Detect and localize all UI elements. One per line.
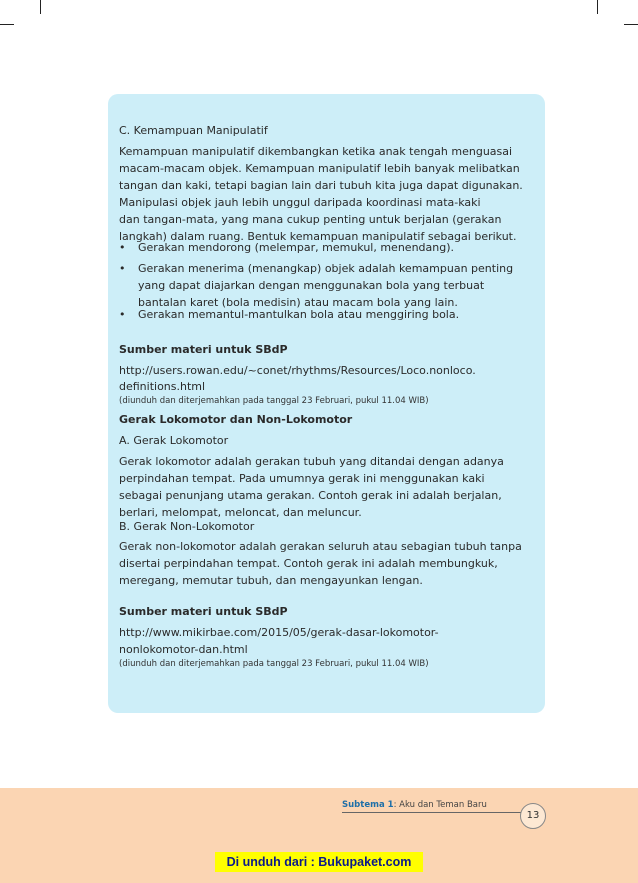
bullet-text: Gerakan mendorong (melempar, memukul, menendang). <box>138 241 455 254</box>
paragraph-line: Kemampuan manipulatif dikembangkan ketika anak tengah menguasai <box>119 145 513 158</box>
footer-rule <box>342 812 522 813</box>
paragraph-line: perpindahan tempat. Pada umumnya gerak ini menggunakan kaki <box>119 472 485 485</box>
paragraph-line: Gerak non-lokomotor adalah gerakan seluruh atau sebagian tubuh tanpa <box>119 540 522 553</box>
heading-gerak-non-lokomotor: B. Gerak Non-Lokomotor <box>119 520 255 533</box>
page-number: 13 <box>520 803 546 829</box>
source-heading: Sumber materi untuk SBdP <box>119 605 288 618</box>
paragraph-line: berlari, melompat, meloncat, dan meluncur. <box>119 506 362 519</box>
crop-mark <box>624 24 638 25</box>
source-note: (diunduh dan diterjemahkan pada tanggal 23 Februari, pukul 11.04 WIB) <box>119 659 429 669</box>
paragraph-line: Gerak lokomotor adalah gerakan tubuh yang ditandai dengan adanya <box>119 455 504 468</box>
paragraph-line: macam-macam objek. Kemampuan manipulatif lebih banyak melibatkan <box>119 162 520 175</box>
paragraph-line: tangan dan kaki, tetapi bagian lain dari tubuh kita juga dapat digunakan. <box>119 179 523 192</box>
subtema-label: Subtema 1 <box>342 800 394 810</box>
heading-kemampuan-manipulatif: C. Kemampuan Manipulatif <box>119 124 268 137</box>
source-url: http://www.mikirbae.com/2015/05/gerak-dasar-lokomotor- <box>119 626 439 639</box>
section-title: Gerak Lokomotor dan Non-Lokomotor <box>119 413 353 426</box>
source-url: http://users.rowan.edu/~conet/rhythms/Resources/Loco.nonloco. <box>119 364 476 377</box>
source-url: nonlokomotor-dan.html <box>119 643 248 656</box>
bullet-marker: • <box>119 308 126 321</box>
crop-mark <box>40 0 41 14</box>
crop-mark <box>597 0 598 14</box>
heading-gerak-lokomotor: A. Gerak Lokomotor <box>119 434 229 447</box>
source-note: (diunduh dan diterjemahkan pada tanggal 23 Februari, pukul 11.04 WIB) <box>119 396 429 406</box>
paragraph-line: dan tangan-mata, yang mana cukup penting untuk berjalan (gerakan <box>119 213 502 226</box>
paragraph-line: disertai perpindahan tempat. Contoh gerak ini adalah membungkuk, <box>119 557 498 570</box>
paragraph-line: meregang, memutar tubuh, dan mengayunkan lengan. <box>119 574 423 587</box>
bullet-marker: • <box>119 241 126 254</box>
crop-mark <box>0 24 14 25</box>
subtema-caption <box>342 800 487 810</box>
bullet-text: Gerakan memantul-mantulkan bola atau menggiring bola. <box>138 308 460 321</box>
bullet-marker: • <box>119 262 126 275</box>
subtema-title: : Aku dan Teman Baru <box>393 800 487 810</box>
bullet-text: yang dapat diajarkan dengan menggunakan bola yang terbuat <box>138 279 485 292</box>
bullet-text: bantalan karet (bola medisin) atau macam bola yang lain. <box>138 296 458 309</box>
bullet-text: Gerakan menerima (menangkap) objek adalah kemampuan penting <box>138 262 514 275</box>
paragraph-line: sebagai penunjang utama gerakan. Contoh gerak ini adalah berjalan, <box>119 489 502 502</box>
download-banner[interactable]: Di unduh dari : Bukupaket.com <box>215 852 423 872</box>
paragraph-line: Manipulasi objek jauh lebih unggul daripada koordinasi mata-kaki <box>119 196 481 209</box>
paragraph-line: langkah) dalam ruang. Bentuk kemampuan manipulatif sebagai berikut. <box>119 230 517 243</box>
source-url: definitions.html <box>119 380 206 393</box>
source-heading: Sumber materi untuk SBdP <box>119 343 288 356</box>
